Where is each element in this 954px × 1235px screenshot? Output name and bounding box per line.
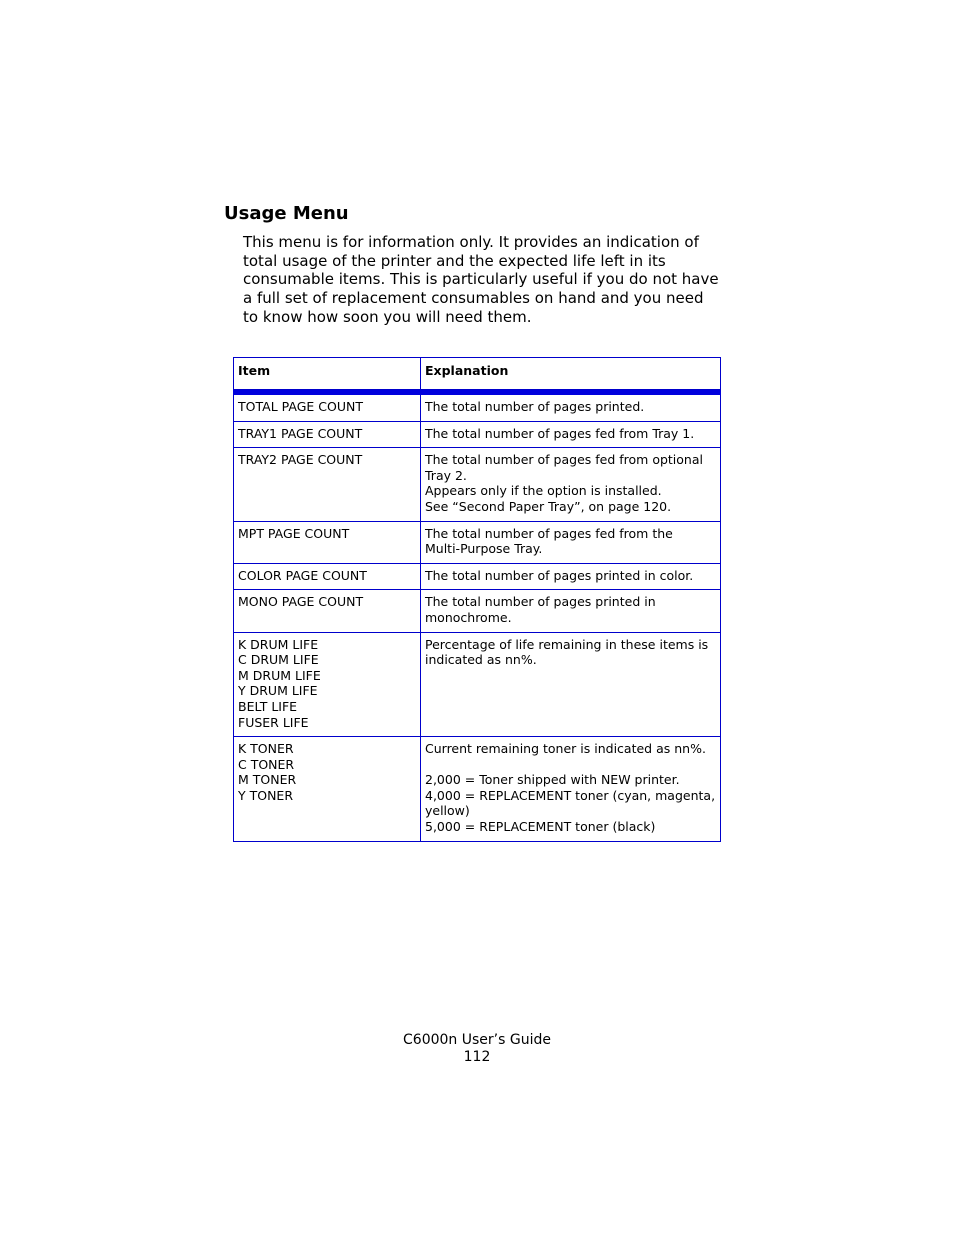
item-cell — [234, 395, 421, 422]
section-title: Usage Menu — [224, 203, 349, 224]
explanation-cell — [421, 737, 721, 842]
blank-line — [425, 757, 716, 773]
explanation-cell — [421, 632, 721, 737]
explanation-cell — [421, 590, 721, 632]
item-text: M DRUM LIFE — [238, 667, 321, 683]
table-row — [234, 395, 721, 422]
explanation-text: The total number of pages printed in — [425, 594, 656, 610]
intro-line: total usage of the printer and the expected life left in its — [243, 251, 666, 270]
item-cell — [234, 421, 421, 448]
table-row — [234, 421, 721, 448]
item-text: MONO PAGE COUNT — [238, 594, 364, 610]
item-text: C TONER — [238, 756, 295, 772]
explanation-cell — [421, 563, 721, 590]
page-number: 112 — [463, 1049, 491, 1065]
explanation-text: The total number of pages fed from the — [425, 525, 673, 541]
item-text: K TONER — [238, 741, 294, 757]
explanation-text: Multi-Purpose Tray. — [425, 541, 543, 557]
item-cell — [234, 521, 421, 563]
table-row — [234, 448, 721, 521]
table-row — [234, 590, 721, 632]
explanation-text: 4,000 = REPLACEMENT toner (cyan, magenta, — [425, 787, 716, 803]
intro-line: to know how soon you will need them. — [243, 307, 532, 326]
explanation-text: The total number of pages printed. — [425, 399, 645, 414]
item-text: TOTAL PAGE COUNT — [238, 399, 363, 414]
table-row — [234, 563, 721, 590]
explanation-text: The total number of pages printed in color. — [425, 567, 694, 583]
usage-menu-table — [233, 357, 721, 842]
table-header-row — [234, 358, 721, 390]
item-text: K DRUM LIFE — [238, 636, 319, 652]
item-cell — [234, 737, 421, 842]
table-row — [234, 632, 721, 737]
intro-line: consumable items. This is particularly useful if you do not have — [243, 270, 719, 289]
explanation-cell — [421, 448, 721, 521]
explanation-cell — [421, 421, 721, 448]
explanation-text: 5,000 = REPLACEMENT toner (black) — [425, 819, 656, 835]
explanation-text: See “Second Paper Tray”, on page 120. — [425, 498, 672, 514]
explanation-text: Percentage of life remaining in these items is — [425, 636, 709, 652]
item-cell — [234, 563, 421, 590]
item-text: MPT PAGE COUNT — [238, 525, 350, 541]
item-text: C DRUM LIFE — [238, 652, 319, 668]
item-text: Y DRUM LIFE — [238, 683, 318, 699]
column-header-item: Item — [234, 358, 421, 390]
item-text: Y TONER — [238, 787, 294, 803]
intro-line: This menu is for information only. It provides an indication of — [243, 233, 699, 251]
item-cell — [234, 632, 421, 737]
item-text: COLOR PAGE COUNT — [238, 567, 367, 583]
table-body — [234, 395, 721, 842]
item-text: TRAY1 PAGE COUNT — [238, 425, 363, 441]
explanation-cell — [421, 521, 721, 563]
item-cell — [234, 590, 421, 632]
explanation-text: Current remaining toner is indicated as nn%. — [425, 741, 706, 757]
intro-line: a full set of replacement consumables on hand and you need — [243, 289, 704, 308]
explanation-text: Appears only if the option is installed. — [425, 483, 662, 499]
item-text: BELT LIFE — [238, 698, 298, 714]
explanation-cell — [421, 395, 721, 422]
item-cell — [234, 448, 421, 521]
page-footer — [0, 1032, 954, 1066]
explanation-text: The total number of pages fed from optional — [425, 452, 703, 468]
item-text: M TONER — [238, 772, 297, 788]
explanation-text: 2,000 = Toner shipped with NEW printer. — [425, 772, 680, 788]
explanation-text: monochrome. — [425, 609, 512, 625]
table-row — [234, 737, 721, 842]
intro-paragraph — [243, 233, 733, 327]
column-header-explanation: Explanation — [421, 358, 721, 390]
table-row — [234, 521, 721, 563]
guide-title: C6000n User’s Guide — [403, 1032, 551, 1048]
explanation-text: indicated as nn%. — [425, 652, 537, 668]
item-text: FUSER LIFE — [238, 714, 309, 730]
explanation-text: yellow) — [425, 803, 470, 819]
item-text: TRAY2 PAGE COUNT — [238, 452, 363, 468]
explanation-text: Tray 2. — [425, 467, 467, 483]
explanation-text: The total number of pages fed from Tray 1. — [425, 425, 695, 441]
